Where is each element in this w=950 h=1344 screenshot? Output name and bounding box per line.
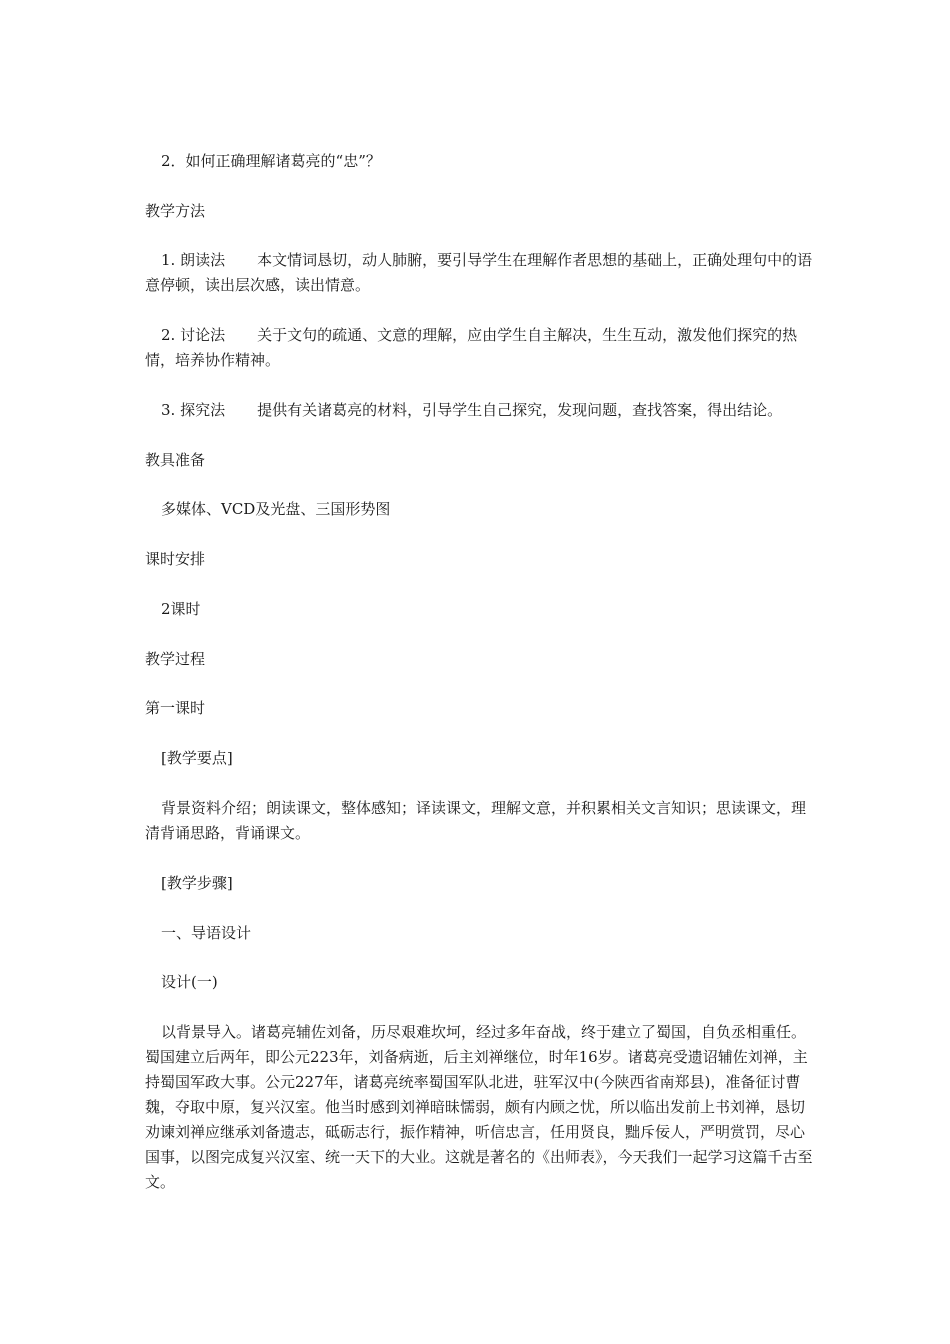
schedule-text: 2课时: [161, 600, 201, 618]
method-text: 本文情词恳切，动人肺腑，要引导学生在理解作者思想的基础上，正确处理句中的语意停顿，读出层次感，读出情意。: [145, 251, 813, 294]
schedule-heading: 课时安排: [145, 550, 206, 568]
teaching-aids-heading: 教具准备: [145, 451, 206, 469]
lesson1-heading: 第一课时: [145, 699, 206, 717]
method-text: 提供有关诸葛亮的材料，引导学生自己探究，发现问题，查找答案，得出结论。: [257, 401, 783, 419]
steps-label: [教学步骤]: [161, 874, 233, 892]
method-item-2: [145, 323, 817, 373]
key-points-label: [教学要点]: [161, 749, 233, 767]
method-text: 关于文句的疏通、文意的理解，应由学生自主解决，生生互动，激发他们探究的热情，培养协作精神。: [145, 326, 798, 369]
question-2: 2．如何正确理解诸葛亮的“忠”？: [161, 152, 381, 170]
method-name: 2. 讨论法: [161, 326, 226, 344]
design1-label: 设计(一): [161, 973, 218, 991]
key-points-text: 背景资料介绍；朗读课文，整体感知；译读课文，理解文意，并积累相关文言知识；思读课文，理清背诵思路，背诵课文。: [145, 799, 807, 842]
method-name: 3. 探究法: [161, 401, 226, 419]
design1-text: 以背景导入。诸葛亮辅佐刘备，历尽艰难坎坷，经过多年奋战，终于建立了蜀国，自负丞相重任。蜀国建立后两年，即公元223年，刘备病逝，后主刘禅继位，时年16岁。诸葛亮受遗诏辅佐刘禅，主持蜀国军政大事。公元227年，诸葛亮统率蜀国军队北进，驻军汉中(今陕西省南郑县)，准备征讨曹魏，夺取中原，复兴汉室。他当时感到刘禅暗昧懦弱，颇有内顾之忧，所以临出发前上书刘禅，恳切劝谏刘禅应继承刘备遗志，砥砺志行，振作精神，听信忠言，任用贤良，黜斥佞人，严明赏罚，尽心国事，以图完成复兴汉室、统一天下的大业。这就是著名的《出师表》，今天我们一起学习这篇千古至文。: [145, 1023, 813, 1191]
teaching-methods-heading: 教学方法: [145, 202, 206, 220]
method-item-1: [145, 248, 817, 298]
step1-heading: 一、导语设计: [161, 924, 252, 942]
method-item-3: [145, 398, 817, 423]
method-name: 1. 朗读法: [161, 251, 226, 269]
teaching-process-heading: 教学过程: [145, 650, 206, 668]
teaching-aids-text: 多媒体、VCD及光盘、三国形势图: [161, 500, 391, 518]
